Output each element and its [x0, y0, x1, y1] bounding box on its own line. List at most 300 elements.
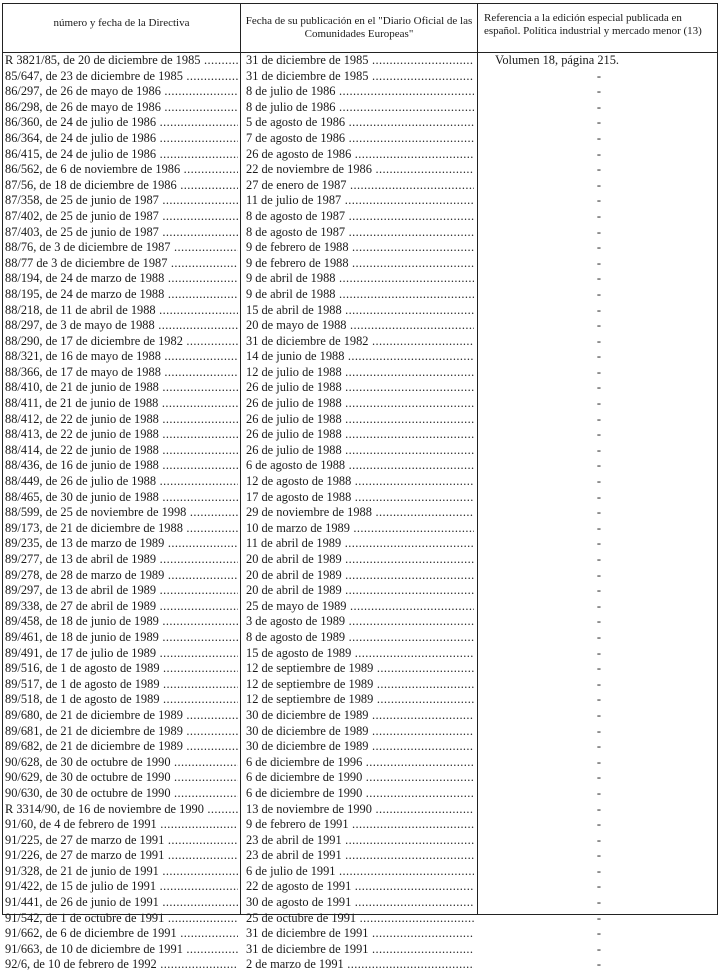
special-edition-reference: [479, 599, 717, 615]
special-edition-reference: [479, 942, 717, 958]
publication-date: 23 de abril de 1991 .....: [246, 833, 474, 849]
reference-text: -: [596, 396, 602, 411]
reference-text: -: [596, 567, 602, 582]
reference-text: -: [596, 910, 602, 925]
special-edition-reference: [479, 209, 717, 225]
reference-text: -: [596, 427, 602, 442]
publication-date: 5 de agosto de 1986 .....: [246, 115, 474, 131]
publication-date: 20 de abril de 1989 .....: [246, 583, 474, 599]
reference-text: -: [596, 801, 602, 816]
directive-number-date: R 3821/85, de 20 de diciembre de 1985 .....: [5, 53, 238, 69]
table-row: [3, 271, 717, 287]
special-edition-reference: [479, 677, 717, 693]
reference-text: -: [596, 271, 602, 286]
table-row: [3, 427, 717, 443]
reference-text: -: [596, 411, 602, 426]
table-row: [3, 864, 717, 880]
directive-number-date: 88/436, de 16 de junio de 1988 .....: [5, 458, 238, 474]
special-edition-reference: [479, 724, 717, 740]
reference-text: -: [596, 552, 602, 566]
table-row: [3, 474, 717, 490]
publication-date: 15 de agosto de 1989 .....: [246, 646, 474, 662]
table-row: [3, 193, 717, 209]
directive-number-date: 88/76, de 3 de diciembre de 1987 .....: [5, 240, 238, 256]
directive-number-date: 86/298, de 26 de mayo de 1986 .....: [5, 100, 238, 116]
special-edition-reference: [479, 583, 717, 599]
special-edition-reference: [479, 770, 717, 786]
publication-date: 20 de abril de 1989 .....: [246, 552, 474, 568]
special-edition-reference: [479, 646, 717, 662]
table-row: [3, 349, 717, 365]
table-row: [3, 568, 717, 584]
table-row: [3, 926, 717, 942]
directive-number-date: 87/402, de 25 de junio de 1987 .....: [5, 209, 238, 225]
reference-text: -: [596, 240, 602, 255]
directive-number-date: 87/56, de 18 de diciembre de 1986 .....: [5, 178, 238, 194]
special-edition-reference: [479, 427, 717, 443]
special-edition-reference: [479, 490, 717, 506]
publication-date: 9 de abril de 1988 .....: [246, 271, 474, 287]
table-row: [3, 848, 717, 864]
publication-date: 30 de agosto de 1991 .....: [246, 895, 474, 911]
publication-date: 6 de agosto de 1988 .....: [246, 458, 474, 474]
table-row: [3, 505, 717, 521]
special-edition-reference: [479, 396, 717, 412]
publication-date: 30 de diciembre de 1989 .....: [246, 724, 474, 740]
reference-text: -: [596, 536, 602, 551]
reference-text: -: [596, 692, 602, 707]
reference-text: -: [596, 832, 602, 847]
special-edition-reference: [479, 131, 717, 147]
publication-date: 31 de diciembre de 1985 .....: [246, 53, 474, 69]
reference-text: -: [596, 99, 602, 114]
reference-text: -: [596, 520, 602, 535]
reference-text: -: [596, 193, 602, 208]
table-row: [3, 443, 717, 459]
special-edition-reference: [479, 193, 717, 209]
table-row: [3, 53, 717, 69]
reference-text: -: [596, 442, 602, 457]
table-row: [3, 209, 717, 225]
table-row: [3, 225, 717, 241]
table-row: [3, 708, 717, 724]
directive-number-date: 91/60, de 4 de febrero de 1991 .....: [5, 817, 238, 833]
reference-text: Volumen 18, página 215.: [495, 53, 620, 67]
reference-text: -: [596, 863, 602, 878]
special-edition-reference: [479, 505, 717, 521]
publication-date: 8 de julio de 1986 .....: [246, 100, 474, 116]
special-edition-reference: [479, 614, 717, 630]
publication-date: 7 de agosto de 1986 .....: [246, 131, 474, 147]
publication-date: 9 de febrero de 1988 .....: [246, 256, 474, 272]
special-edition-reference: [479, 225, 717, 241]
directive-number-date: 89/681, de 21 de diciembre de 1989 .....: [5, 724, 238, 740]
table-row: [3, 147, 717, 163]
table-body: [3, 53, 717, 973]
special-edition-reference: [479, 53, 717, 69]
special-edition-reference: [479, 147, 717, 163]
publication-date: 8 de agosto de 1987 .....: [246, 225, 474, 241]
table-row: [3, 536, 717, 552]
special-edition-reference: [479, 848, 717, 864]
directive-number-date: 85/647, de 23 de diciembre de 1985 .....: [5, 69, 238, 85]
table-row: [3, 303, 717, 319]
reference-text: -: [596, 676, 602, 691]
table-row: [3, 770, 717, 786]
directive-number-date: R 3314/90, de 16 de noviembre de 1990 .....: [5, 802, 238, 818]
reference-text: -: [596, 629, 602, 644]
reference-text: -: [596, 364, 602, 379]
table-row: [3, 599, 717, 615]
special-edition-reference: [479, 412, 717, 428]
reference-text: -: [596, 895, 602, 910]
directive-number-date: 87/358, de 25 de junio de 1987 .....: [5, 193, 238, 209]
directive-number-date: 88/290, de 17 de diciembre de 1982 .....: [5, 334, 238, 350]
special-edition-reference: [479, 879, 717, 895]
special-edition-reference: [479, 802, 717, 818]
table-row: [3, 287, 717, 303]
table-row: [3, 240, 717, 256]
publication-date: 20 de abril de 1989 .....: [246, 568, 474, 584]
reference-text: -: [596, 255, 602, 270]
table-row: [3, 724, 717, 740]
publication-date: 8 de julio de 1986 .....: [246, 84, 474, 100]
publication-date: 12 de julio de 1988 .....: [246, 365, 474, 381]
special-edition-reference: [479, 739, 717, 755]
directive-number-date: 88/414, de 22 de junio de 1988 .....: [5, 443, 238, 459]
directive-number-date: 89/517, de 1 de agosto de 1989 .....: [5, 677, 238, 693]
reference-text: -: [596, 380, 602, 395]
reference-text: -: [596, 957, 602, 972]
special-edition-reference: [479, 256, 717, 272]
directive-number-date: 89/278, de 28 de marzo de 1989 .....: [5, 568, 238, 584]
publication-date: 25 de mayo de 1989 .....: [246, 599, 474, 615]
special-edition-reference: [479, 957, 717, 973]
special-edition-reference: [479, 69, 717, 85]
publication-date: 15 de abril de 1988 .....: [246, 303, 474, 319]
directive-number-date: 92/6, de 10 de febrero de 1992 .....: [5, 957, 238, 973]
publication-date: 29 de noviembre de 1988 .....: [246, 505, 474, 521]
table-row: [3, 646, 717, 662]
directive-number-date: 88/413, de 22 de junio de 1988 .....: [5, 427, 238, 443]
table-row: [3, 365, 717, 381]
table-row: [3, 115, 717, 131]
reference-text: -: [596, 489, 602, 504]
special-edition-reference: [479, 552, 717, 568]
special-edition-reference: [479, 521, 717, 537]
table-row: [3, 162, 717, 178]
special-edition-reference: [479, 911, 717, 927]
special-edition-reference: [479, 786, 717, 802]
reference-text: -: [596, 286, 602, 301]
publication-date: 11 de julio de 1987 .....: [246, 193, 474, 209]
reference-text: -: [596, 146, 602, 161]
table-row: [3, 817, 717, 833]
reference-text: -: [596, 723, 602, 738]
reference-text: -: [596, 817, 602, 832]
reference-text: -: [596, 598, 602, 613]
reference-text: -: [596, 474, 602, 489]
publication-date: 9 de abril de 1988 .....: [246, 287, 474, 303]
directive-number-date: 88/411, de 21 de junio de 1988 .....: [5, 396, 238, 412]
publication-date: 26 de julio de 1988 .....: [246, 443, 474, 459]
publication-date: 6 de diciembre de 1990 .....: [246, 770, 474, 786]
reference-text: -: [596, 785, 602, 800]
table-row: [3, 942, 717, 958]
directive-number-date: 88/599, de 25 de noviembre de 1998 .....: [5, 505, 238, 521]
directive-number-date: 88/195, de 24 de marzo de 1988 .....: [5, 287, 238, 303]
publication-date: 3 de agosto de 1989 .....: [246, 614, 474, 630]
special-edition-reference: [479, 458, 717, 474]
special-edition-reference: [479, 630, 717, 646]
special-edition-reference: [479, 568, 717, 584]
reference-text: -: [596, 754, 602, 769]
table-row: [3, 739, 717, 755]
directive-number-date: 89/235, de 13 de marzo de 1989 .....: [5, 536, 238, 552]
directive-number-date: 88/77 de 3 de diciembre de 1987 .....: [5, 256, 238, 272]
special-edition-reference: [479, 115, 717, 131]
publication-date: 26 de julio de 1988 .....: [246, 412, 474, 428]
directive-number-date: 89/297, de 13 de abril de 1989 .....: [5, 583, 238, 599]
reference-text: -: [596, 926, 602, 941]
special-edition-reference: [479, 895, 717, 911]
special-edition-reference: [479, 240, 717, 256]
reference-text: -: [596, 130, 602, 145]
special-edition-reference: [479, 271, 717, 287]
special-edition-reference: [479, 365, 717, 381]
directive-number-date: 86/360, de 24 de julio de 1986 .....: [5, 115, 238, 131]
publication-date: 9 de febrero de 1991 .....: [246, 817, 474, 833]
reference-text: -: [596, 208, 602, 223]
table-row: [3, 396, 717, 412]
special-edition-reference: [479, 349, 717, 365]
reference-text: -: [596, 333, 602, 348]
table-row: [3, 178, 717, 194]
table-row: [3, 786, 717, 802]
publication-date: 13 de noviembre de 1990 .....: [246, 802, 474, 818]
table-row: [3, 84, 717, 100]
directive-number-date: 91/542, de 1 de octubre de 1991 .....: [5, 911, 238, 927]
directive-number-date: 91/226, de 27 de marzo de 1991 .....: [5, 848, 238, 864]
header-publication-date: Fecha de su publicación en el "Diario Oficial de las Comunidades Europeas": [245, 15, 473, 40]
directive-number-date: 89/277, de 13 de abril de 1989 .....: [5, 552, 238, 568]
special-edition-reference: [479, 817, 717, 833]
directive-number-date: 91/441, de 26 de junio de 1991 .....: [5, 895, 238, 911]
header-special-edition-reference: Referencia a la edición especial publicada en español. Política industrial y mercado menor (13): [484, 12, 702, 37]
table-row: [3, 490, 717, 506]
reference-text: -: [596, 224, 602, 239]
table-row: [3, 802, 717, 818]
directive-number-date: 88/218, de 11 de abril de 1988 .....: [5, 303, 238, 319]
reference-text: -: [596, 614, 602, 629]
directive-number-date: 91/663, de 10 de diciembre de 1991 .....: [5, 942, 238, 958]
publication-date: 20 de mayo de 1988 .....: [246, 318, 474, 334]
table-row: [3, 677, 717, 693]
special-edition-reference: [479, 100, 717, 116]
directive-number-date: 86/415, de 24 de julio de 1986 .....: [5, 147, 238, 163]
special-edition-reference: [479, 536, 717, 552]
table-row: [3, 895, 717, 911]
special-edition-reference: [479, 926, 717, 942]
table-row: [3, 552, 717, 568]
table-row: [3, 521, 717, 537]
table-row: [3, 131, 717, 147]
table-row: [3, 957, 717, 973]
directive-number-date: 88/366, de 17 de mayo de 1988 .....: [5, 365, 238, 381]
publication-date: 2 de marzo de 1991 .....: [246, 957, 474, 973]
special-edition-reference: [479, 833, 717, 849]
table-row: [3, 614, 717, 630]
special-edition-reference: [479, 287, 717, 303]
table-row: [3, 318, 717, 334]
reference-text: -: [596, 162, 602, 177]
publication-date: 31 de diciembre de 1982 .....: [246, 334, 474, 350]
directive-number-date: 89/680, de 21 de diciembre de 1989 .....: [5, 708, 238, 724]
directive-number-date: 91/662, de 6 de diciembre de 1991 .....: [5, 926, 238, 942]
publication-date: 22 de agosto de 1991 .....: [246, 879, 474, 895]
table-row: [3, 911, 717, 927]
special-edition-reference: [479, 84, 717, 100]
publication-date: 10 de marzo de 1989 .....: [246, 521, 474, 537]
publication-date: 12 de septiembre de 1989 .....: [246, 661, 474, 677]
table-row: [3, 412, 717, 428]
reference-text: -: [596, 177, 602, 192]
directive-number-date: 91/422, de 15 de julio de 1991 .....: [5, 879, 238, 895]
table-row: [3, 256, 717, 272]
special-edition-reference: [479, 692, 717, 708]
publication-date: 25 de octubre de 1991 .....: [246, 911, 474, 927]
publication-date: 30 de diciembre de 1989 .....: [246, 708, 474, 724]
table-row: [3, 661, 717, 677]
reference-text: -: [596, 318, 602, 333]
publication-date: 6 de diciembre de 1990 .....: [246, 786, 474, 802]
publication-date: 8 de agosto de 1989 .....: [246, 630, 474, 646]
directive-number-date: 86/364, de 24 de julio de 1986 .....: [5, 131, 238, 147]
publication-date: 31 de diciembre de 1991 .....: [246, 942, 474, 958]
table-row: [3, 692, 717, 708]
publication-date: 6 de diciembre de 1996 .....: [246, 755, 474, 771]
table-row: [3, 583, 717, 599]
directive-number-date: 89/458, de 18 de junio de 1989 .....: [5, 614, 238, 630]
special-edition-reference: [479, 334, 717, 350]
publication-date: 30 de diciembre de 1989 .....: [246, 739, 474, 755]
special-edition-reference: [479, 318, 717, 334]
directive-number-date: 89/682, de 21 de diciembre de 1989 .....: [5, 739, 238, 755]
special-edition-reference: [479, 864, 717, 880]
reference-text: -: [596, 645, 602, 660]
reference-text: -: [596, 739, 602, 754]
reference-text: -: [596, 349, 602, 364]
table-row: [3, 100, 717, 116]
publication-date: 26 de agosto de 1986 .....: [246, 147, 474, 163]
reference-text: -: [596, 848, 602, 863]
directive-number-date: 91/225, de 27 de marzo de 1991 .....: [5, 833, 238, 849]
special-edition-reference: [479, 303, 717, 319]
publication-date: 23 de abril de 1991 .....: [246, 848, 474, 864]
publication-date: 31 de diciembre de 1985 .....: [246, 69, 474, 85]
publication-date: 12 de septiembre de 1989 .....: [246, 692, 474, 708]
directive-number-date: 90/628, de 30 de octubre de 1990 .....: [5, 755, 238, 771]
directive-number-date: 86/297, de 26 de mayo de 1986 .....: [5, 84, 238, 100]
directive-number-date: 89/491, de 17 de julio de 1989 .....: [5, 646, 238, 662]
directive-number-date: 90/630, de 30 de octubre de 1990 .....: [5, 786, 238, 802]
publication-date: 8 de agosto de 1987 .....: [246, 209, 474, 225]
special-edition-reference: [479, 443, 717, 459]
special-edition-reference: [479, 380, 717, 396]
directives-table: [2, 3, 718, 972]
reference-text: -: [596, 707, 602, 722]
publication-date: 6 de julio de 1991 .....: [246, 864, 474, 880]
special-edition-reference: [479, 162, 717, 178]
publication-date: 9 de febrero de 1988 .....: [246, 240, 474, 256]
directive-number-date: 89/338, de 27 de abril de 1989 .....: [5, 599, 238, 615]
special-edition-reference: [479, 474, 717, 490]
reference-text: -: [596, 84, 602, 99]
reference-text: -: [596, 770, 602, 785]
header-directive: número y fecha de la Directiva: [53, 17, 190, 29]
directive-number-date: 88/321, de 16 de mayo de 1988 .....: [5, 349, 238, 365]
directive-number-date: 88/297, de 3 de mayo de 1988 .....: [5, 318, 238, 334]
directive-number-date: 88/449, de 26 de julio de 1988 .....: [5, 474, 238, 490]
publication-date: 11 de abril de 1989 .....: [246, 536, 474, 552]
special-edition-reference: [479, 178, 717, 194]
reference-text: -: [596, 68, 602, 83]
directive-number-date: 88/194, de 24 de marzo de 1988 .....: [5, 271, 238, 287]
table-row: [3, 380, 717, 396]
reference-text: -: [596, 458, 602, 473]
publication-date: 14 de junio de 1988 .....: [246, 349, 474, 365]
directive-number-date: 89/461, de 18 de junio de 1989 .....: [5, 630, 238, 646]
directive-number-date: 87/403, de 25 de junio de 1987 .....: [5, 225, 238, 241]
directive-number-date: 89/518, de 1 de agosto de 1989 .....: [5, 692, 238, 708]
reference-text: -: [596, 941, 602, 956]
publication-date: 26 de julio de 1988 .....: [246, 396, 474, 412]
directive-number-date: 89/516, de 1 de agosto de 1989 .....: [5, 661, 238, 677]
directive-number-date: 88/465, de 30 de junio de 1988 .....: [5, 490, 238, 506]
reference-text: -: [596, 115, 602, 130]
table-row: [3, 879, 717, 895]
publication-date: 12 de septiembre de 1989 .....: [246, 677, 474, 693]
special-edition-reference: [479, 661, 717, 677]
publication-date: 26 de julio de 1988 .....: [246, 380, 474, 396]
directive-number-date: 86/562, de 6 de noviembre de 1986 .....: [5, 162, 238, 178]
special-edition-reference: [479, 755, 717, 771]
reference-text: -: [596, 583, 602, 598]
publication-date: 27 de enero de 1987 .....: [246, 178, 474, 194]
publication-date: 31 de diciembre de 1991 .....: [246, 926, 474, 942]
directive-number-date: 90/629, de 30 de octubre de 1990 .....: [5, 770, 238, 786]
publication-date: 26 de julio de 1988 .....: [246, 427, 474, 443]
directive-number-date: 89/173, de 21 de diciembre de 1988 .....: [5, 521, 238, 537]
publication-date: 17 de agosto de 1988 .....: [246, 490, 474, 506]
table-row: [3, 755, 717, 771]
directive-number-date: 88/412, de 22 de junio de 1988 .....: [5, 412, 238, 428]
table-row: [3, 630, 717, 646]
reference-text: -: [596, 505, 602, 520]
table-row: [3, 458, 717, 474]
publication-date: 12 de agosto de 1988 .....: [246, 474, 474, 490]
directive-number-date: 88/410, de 21 de junio de 1988 .....: [5, 380, 238, 396]
reference-text: -: [596, 302, 602, 317]
reference-text: -: [596, 879, 602, 894]
reference-text: -: [596, 661, 602, 676]
table-row: [3, 334, 717, 350]
table-row: [3, 833, 717, 849]
table-row: [3, 69, 717, 85]
directive-number-date: 91/328, de 21 de junio de 1991 .....: [5, 864, 238, 880]
special-edition-reference: [479, 708, 717, 724]
publication-date: 22 de noviembre de 1986 .....: [246, 162, 474, 178]
